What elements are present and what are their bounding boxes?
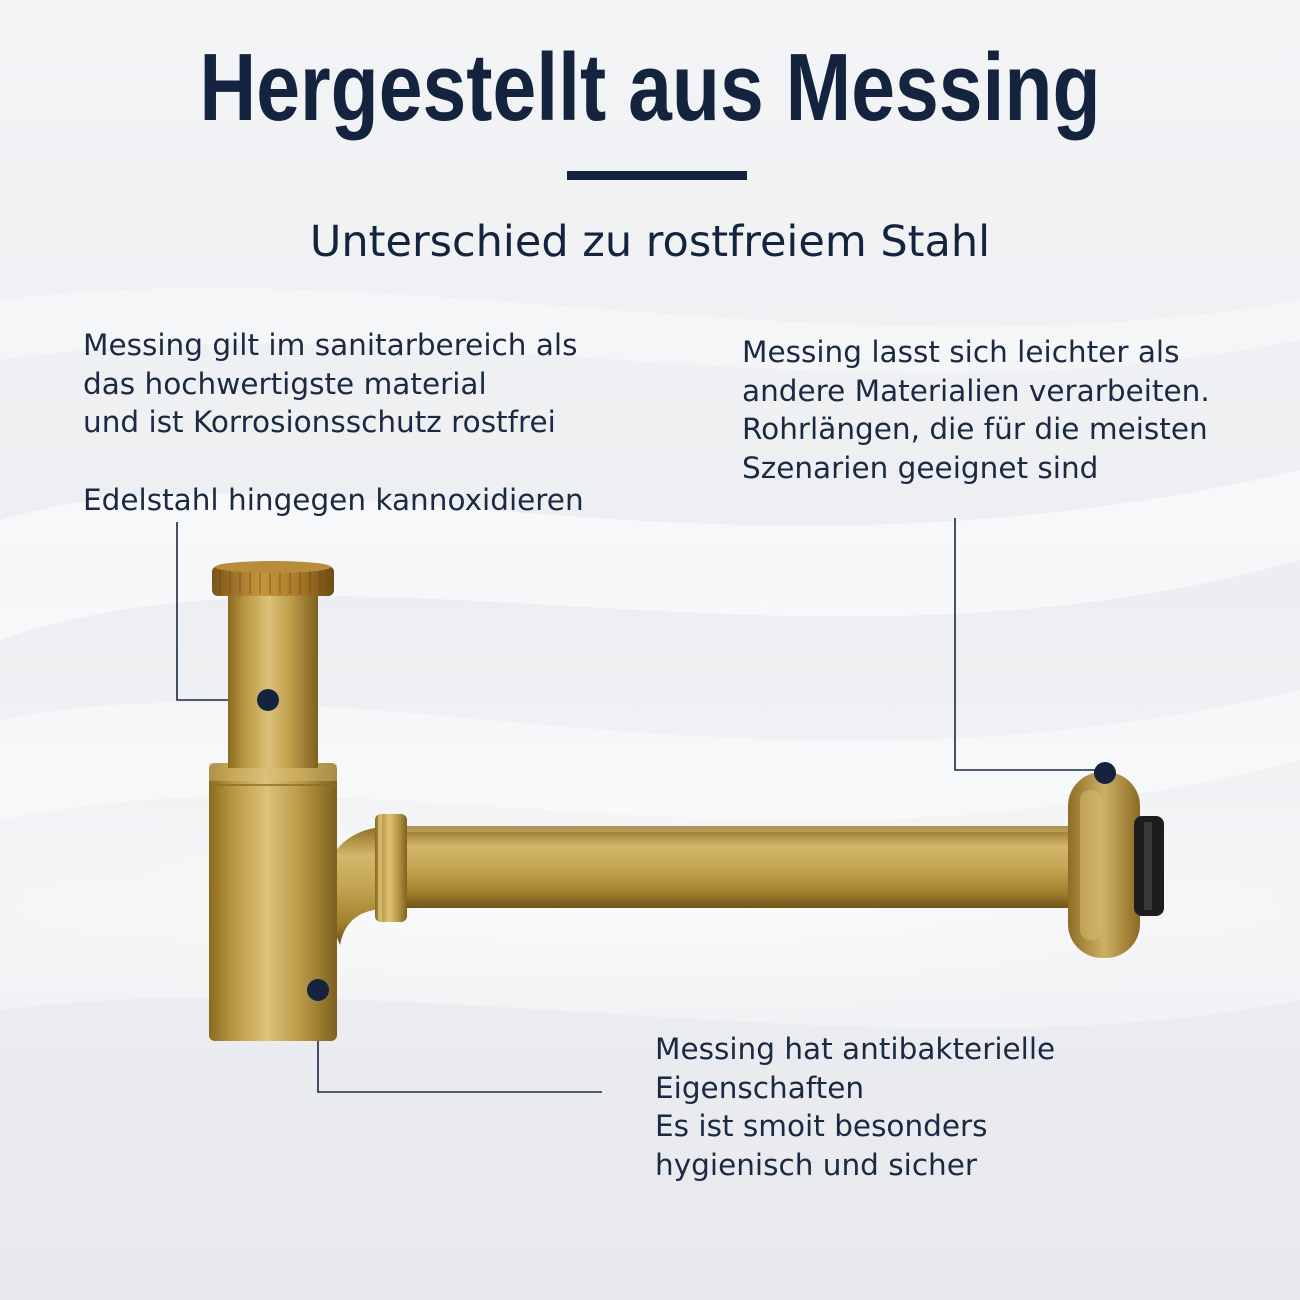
callout-line: Edelstahl hingegen kannoxidieren — [83, 483, 584, 517]
title-divider — [567, 171, 747, 180]
marker-dot-top-left — [257, 689, 279, 711]
callout-line: andere Materialien verarbeiten. — [742, 373, 1210, 408]
callout-line: Messing hat antibakterielle — [655, 1032, 1056, 1066]
callout-line: Es ist smoit besonders — [655, 1109, 988, 1143]
callout-top-left — [83, 326, 577, 442]
callout-line: Messing gilt im sanitarbereich als — [83, 328, 578, 362]
callout-line: Eigenschaften — [655, 1070, 865, 1105]
callout-line: Rohrlängen, die für die meisten — [742, 412, 1208, 446]
callout-line: das hochwertigste material — [83, 366, 487, 401]
callout-top-right — [742, 333, 1210, 487]
callout-line: und ist Korrosionsschutz rostfrei — [83, 405, 556, 439]
callout-line: Szenarien geeignet sind — [742, 450, 1099, 485]
marker-dot-bottom — [307, 979, 329, 1001]
callout-line: hygienisch und sicher — [655, 1147, 978, 1182]
callout-bottom — [655, 1030, 1055, 1184]
callout-top-left-extra — [83, 481, 584, 520]
page-title: Hergestellt aus Messing — [199, 34, 1101, 141]
callout-line: Messing lasst sich leichter als — [742, 335, 1180, 369]
page-subtitle: Unterschied zu rostfreiem Stahl — [309, 217, 991, 267]
marker-dot-right — [1094, 762, 1116, 784]
